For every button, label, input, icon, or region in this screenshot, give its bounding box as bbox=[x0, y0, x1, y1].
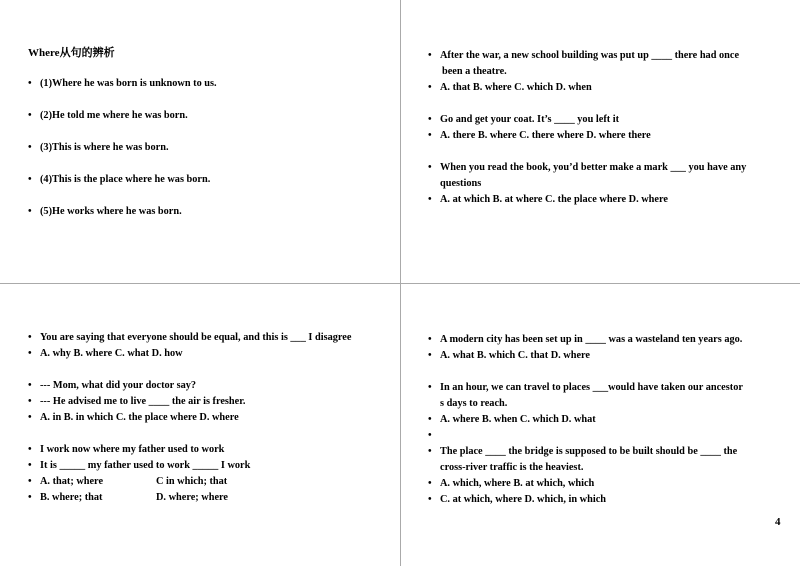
question-item: • It is _____ my father used to work _____ I work bbox=[28, 458, 398, 474]
bullet-icon: • bbox=[428, 430, 432, 441]
question-list bbox=[428, 332, 798, 508]
bullet-icon: • bbox=[428, 494, 432, 505]
answer-options: • A. what B. which C. that D. where bbox=[428, 348, 798, 364]
slide-bottom-right bbox=[428, 332, 798, 508]
bullet-icon: • bbox=[428, 414, 432, 425]
list-item: • (5)He works where he was born. bbox=[28, 204, 398, 220]
bullet-icon: • bbox=[28, 444, 32, 455]
question-item: • When you read the book, you’d better make a mark ___ you have any bbox=[428, 160, 798, 176]
slide-bottom-left bbox=[28, 330, 398, 506]
answer-options: • B. where; that D. where; where bbox=[28, 490, 398, 506]
bullet-icon: • bbox=[428, 334, 432, 345]
answer-options: • A. in B. in which C. the place where D. where bbox=[28, 410, 398, 426]
bullet-icon: • bbox=[428, 50, 432, 61]
question-list bbox=[428, 48, 798, 208]
answer-options: • A. why B. where C. what D. how bbox=[28, 346, 398, 362]
bullet-icon: • bbox=[28, 332, 32, 343]
bullet-icon: • bbox=[428, 350, 432, 361]
bullet-icon: • bbox=[28, 110, 32, 121]
answer-options: • A. that B. where C. which D. when bbox=[428, 80, 798, 96]
page-number: 4 bbox=[775, 516, 781, 528]
bullet-icon: • bbox=[28, 380, 32, 391]
question-item: • After the war, a new school building was put up ____ there had once bbox=[428, 48, 798, 64]
bullet-icon: • bbox=[28, 460, 32, 471]
bullet-icon: • bbox=[428, 446, 432, 457]
bullet-icon: • bbox=[28, 476, 32, 487]
question-item: • In an hour, we can travel to places ___would have taken our ancestor bbox=[428, 380, 798, 396]
list-item: • (3)This is where he was born. bbox=[28, 140, 398, 156]
question-list bbox=[28, 330, 398, 506]
empty-item bbox=[428, 428, 798, 444]
question-item: • Go and get your coat. It’s ____ you left it bbox=[428, 112, 798, 128]
question-item: • I work now where my father used to work bbox=[28, 442, 398, 458]
answer-options: • A. that; where C in which; that bbox=[28, 474, 398, 490]
answer-options: • A. which, where B. at which, which bbox=[428, 476, 798, 492]
slide-top-right bbox=[428, 48, 798, 208]
list-item: • (2)He told me where he was born. bbox=[28, 108, 398, 124]
horizontal-divider bbox=[0, 283, 800, 284]
question-item: • --- Mom, what did your doctor say? bbox=[28, 378, 398, 394]
question-continuation: s days to reach. bbox=[440, 398, 508, 409]
bullet-icon: • bbox=[28, 492, 32, 503]
answer-options: • C. at which, where D. which, in which bbox=[428, 492, 798, 508]
list-item: • (1)Where he was born is unknown to us. bbox=[28, 76, 398, 92]
bullet-icon: • bbox=[28, 78, 32, 89]
bullet-icon: • bbox=[428, 130, 432, 141]
question-item: • A modern city has been set up in ____ was a wasteland ten years ago. bbox=[428, 332, 798, 348]
bullet-icon: • bbox=[28, 412, 32, 423]
answer-options: • A. at which B. at where C. the place where D. where bbox=[428, 192, 798, 208]
slide-title: Where从句的辨析 bbox=[28, 47, 115, 59]
question-continuation: been a theatre. bbox=[442, 66, 507, 77]
bullet-icon: • bbox=[28, 174, 32, 185]
question-continuation: cross-river traffic is the heaviest. bbox=[440, 462, 584, 473]
bullet-icon: • bbox=[428, 82, 432, 93]
question-item: • You are saying that everyone should be equal, and this is ___ I disagree bbox=[28, 330, 398, 346]
question-continuation: questions bbox=[440, 178, 482, 189]
bullet-icon: • bbox=[28, 396, 32, 407]
question-item: • The place ____ the bridge is supposed to be built should be ____ the bbox=[428, 444, 798, 460]
slide-top-left bbox=[28, 46, 398, 220]
bullet-icon: • bbox=[428, 114, 432, 125]
list-item: • (4)This is the place where he was born. bbox=[28, 172, 398, 188]
bullet-icon: • bbox=[28, 348, 32, 359]
answer-options: • A. there B. where C. there where D. where there bbox=[428, 128, 798, 144]
bullet-icon: • bbox=[428, 382, 432, 393]
example-list bbox=[28, 76, 398, 220]
bullet-icon: • bbox=[428, 162, 432, 173]
bullet-icon: • bbox=[428, 194, 432, 205]
answer-options: • A. where B. when C. which D. what bbox=[428, 412, 798, 428]
bullet-icon: • bbox=[428, 478, 432, 489]
bullet-icon: • bbox=[28, 142, 32, 153]
question-item: • --- He advised me to live ____ the air is fresher. bbox=[28, 394, 398, 410]
bullet-icon: • bbox=[28, 206, 32, 217]
